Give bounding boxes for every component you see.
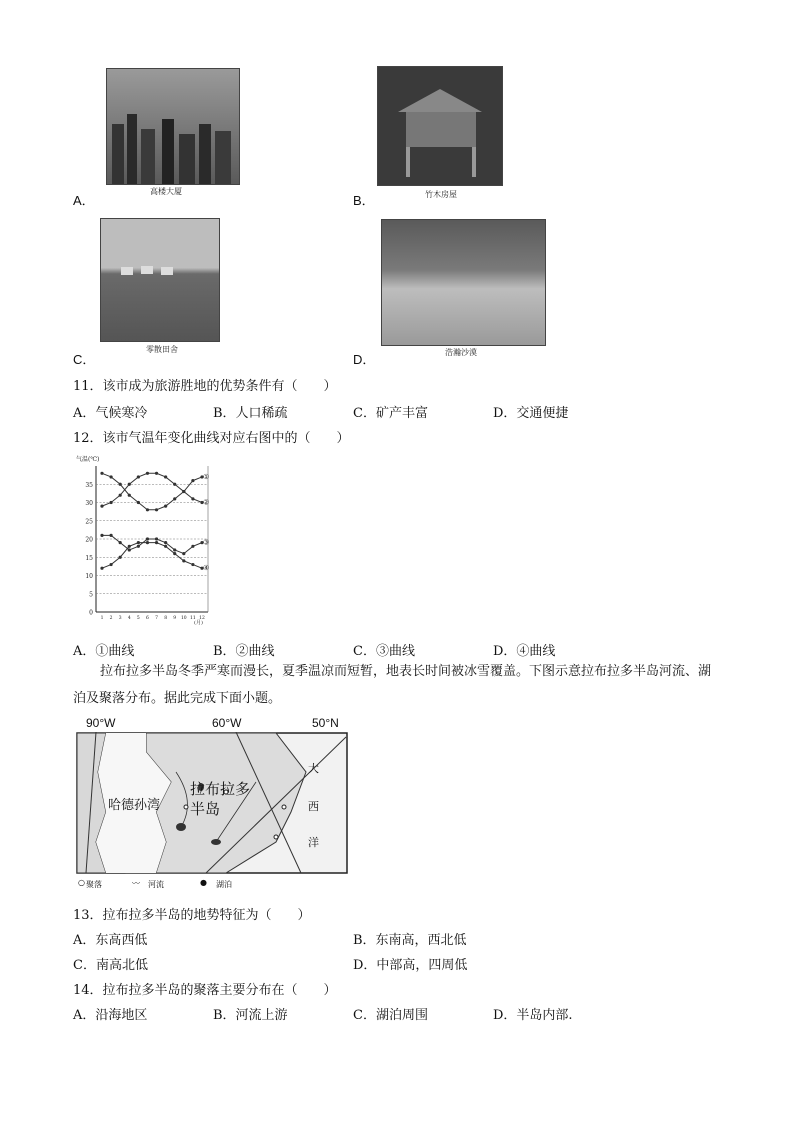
chart-point (137, 475, 140, 478)
chart-xtick-label: 3 (118, 616, 122, 621)
labrador-map (72, 716, 352, 892)
q12-option-a[interactable]: A．①曲线 (73, 644, 135, 659)
chart-ylabel: 气温(℃) (76, 456, 100, 463)
chart-point (164, 541, 167, 544)
q12-option-d[interactable]: D．④曲线 (493, 644, 556, 659)
chart-ytick-label: 20 (85, 536, 93, 544)
q11-option-a[interactable]: A．气候寒冷 (73, 406, 148, 421)
temperature-chart (72, 452, 212, 632)
chart-point (128, 494, 131, 497)
chart-xtick-label: 1 (100, 616, 104, 621)
q13-option-a[interactable]: A．东高西低 (73, 933, 148, 948)
chart-series-line-3 (102, 535, 202, 553)
chart-point (128, 483, 131, 486)
chart-ytick-label: 0 (89, 609, 93, 617)
legend-lake: 湖泊 (216, 880, 232, 889)
house-illustration (378, 67, 502, 185)
chart-point (146, 541, 149, 544)
chart-point (100, 505, 103, 508)
chart-point (155, 537, 158, 540)
chart-series-line-2 (102, 473, 202, 506)
map-label-ocean-2: 西 (308, 800, 319, 813)
chart-point (119, 483, 122, 486)
option-b-letter: B． (353, 193, 375, 208)
chart-xtick-label: 12 (199, 616, 205, 621)
chart-ytick-label: 5 (89, 591, 93, 599)
chart-xlabel: (月) (194, 620, 203, 626)
map-label-ocean-1: 大 (308, 762, 319, 775)
chart-point (109, 534, 112, 537)
chart-point (173, 497, 176, 500)
question-11-stem: 11．该市成为旅游胜地的优势条件有（ ） (73, 379, 337, 394)
chart-point (191, 563, 194, 566)
question-12-stem: 12．该市气温年变化曲线对应右图中的（ ） (73, 431, 350, 446)
caption-high-rise: 高楼大厦 (150, 187, 182, 196)
chart-point (155, 541, 158, 544)
chart-point (173, 552, 176, 555)
chart-point (100, 567, 103, 570)
chart-point (191, 497, 194, 500)
chart-xtick-label: 9 (173, 616, 177, 621)
chart-point (146, 537, 149, 540)
chart-xtick-label: 10 (180, 616, 187, 621)
chart-point (155, 508, 158, 511)
chart-ytick-label: 25 (85, 518, 93, 526)
chart-point (137, 545, 140, 548)
chart-point (100, 534, 103, 537)
question-13-stem: 13．拉布拉多半岛的地势特征为（ ） (73, 908, 311, 923)
chart-xtick-label: 5 (136, 616, 140, 621)
chart-point (128, 548, 131, 551)
chart-xtick-label: 6 (146, 616, 149, 621)
chart-point (109, 563, 112, 566)
chart-series-line-1 (102, 473, 202, 510)
q12-option-b[interactable]: B．②曲线 (213, 644, 275, 659)
chart-point (119, 494, 122, 497)
chart-xtick-label: 2 (109, 616, 113, 621)
legend-river-icon: 〰 (132, 879, 140, 888)
q14-option-d[interactable]: D．半岛内部. (493, 1008, 573, 1023)
map-lat-50n: 50°N (312, 716, 339, 730)
q11-option-d[interactable]: D．交通便捷 (493, 406, 569, 421)
q13-option-b[interactable]: B．东南高，西北低 (353, 933, 467, 948)
chart-point (164, 505, 167, 508)
skyline-illustration (107, 69, 239, 184)
photo-high-rise (106, 68, 240, 185)
passage-text: 拉布拉多半岛冬季严寒而漫长，夏季温凉而短暂，地表长时间被冰雪覆盖。下图示意拉布拉多半岛河流、湖泊及聚落分布。据此完成下面小题。 (73, 664, 712, 706)
q14-option-c[interactable]: C．湖泊周围 (353, 1008, 428, 1023)
chart-point (164, 475, 167, 478)
chart-xtick-label: 11 (190, 616, 196, 621)
photo-desert (381, 219, 546, 346)
q13-option-d[interactable]: D．中部高，四周低 (353, 958, 468, 973)
q11-option-c[interactable]: C．矿产丰富 (353, 406, 428, 421)
photo-scattered-farmhouses (100, 218, 220, 342)
chart-ytick-label: 35 (85, 481, 93, 489)
chart-point (146, 472, 149, 475)
chart-point (128, 545, 131, 548)
chart-series-label: ① (203, 472, 210, 481)
caption-desert: 浩瀚沙漠 (445, 348, 477, 357)
chart-point (191, 545, 194, 548)
chart-point (137, 501, 140, 504)
chart-series-label: ② (203, 498, 210, 507)
caption-scattered-farmhouses: 零散田舍 (146, 345, 178, 354)
chart-series-line-4 (102, 543, 202, 569)
chart-point (109, 501, 112, 504)
caption-bamboo-house: 竹木房屋 (425, 190, 457, 199)
chart-point (182, 490, 185, 493)
chart-point (109, 475, 112, 478)
q14-option-b[interactable]: B．河流上游 (213, 1008, 288, 1023)
chart-point (164, 545, 167, 548)
chart-xtick-label: 4 (127, 616, 131, 621)
map-label-ocean-3: 洋 (308, 836, 319, 849)
q11-option-b[interactable]: B．人口稀疏 (213, 406, 288, 421)
map-label-peninsula-1: 拉布拉多 (190, 780, 251, 798)
map-label-hudson-bay: 哈德孙湾 (108, 798, 161, 813)
map-label-peninsula-2: 半岛 (190, 800, 221, 818)
chart-point (119, 556, 122, 559)
question-14-stem: 14．拉布拉多半岛的聚落主要分布在（ ） (73, 983, 337, 998)
chart-point (191, 479, 194, 482)
chart-point (155, 472, 158, 475)
chart-point (119, 541, 122, 544)
chart-ytick-label: 30 (85, 500, 93, 507)
chart-xtick-label: 8 (164, 616, 168, 621)
photo-bamboo-house (377, 66, 503, 186)
option-d-letter: D． (353, 352, 376, 367)
chart-point (173, 548, 176, 551)
option-c-letter: C． (73, 352, 96, 367)
option-a-letter: A． (73, 193, 95, 208)
chart-series-label: ④ (203, 564, 210, 573)
chart-point (146, 508, 149, 511)
map-lon-60w: 60°W (212, 716, 242, 730)
chart-point (100, 472, 103, 475)
legend-settlement-icon: ○ (78, 878, 85, 887)
legend-lake-icon: ● (200, 878, 207, 887)
chart-point (182, 559, 185, 562)
q14-option-a[interactable]: A．沿海地区 (73, 1008, 148, 1023)
chart-point (137, 541, 140, 544)
legend-river: 河流 (148, 880, 164, 889)
q12-option-c[interactable]: C．③曲线 (353, 644, 415, 659)
q13-option-c[interactable]: C．南高北低 (73, 958, 148, 973)
map-lon-90w: 90°W (86, 716, 116, 730)
legend-settlement: 聚落 (86, 880, 102, 889)
farm-illustration (101, 219, 219, 341)
chart-point (182, 552, 185, 555)
chart-xtick-label: 7 (155, 616, 158, 621)
chart-series-label: ③ (203, 538, 210, 547)
chart-ytick-label: 15 (85, 554, 93, 562)
chart-point (173, 483, 176, 486)
chart-ytick-label: 10 (85, 573, 93, 580)
